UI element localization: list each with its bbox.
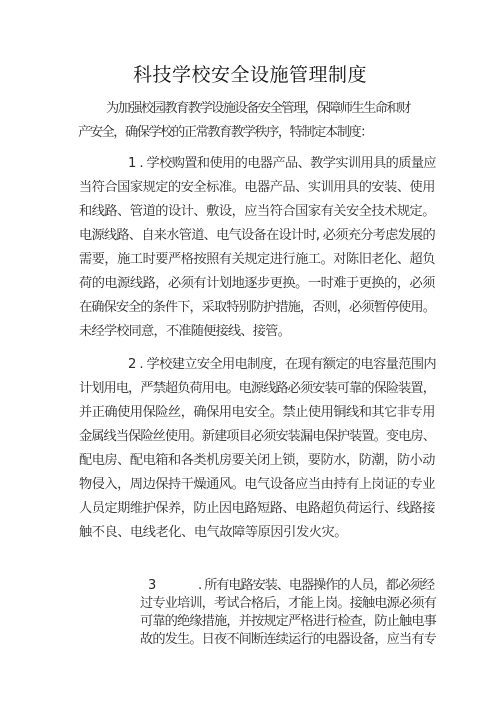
section3-line: 可靠的绝缘措施，并按规定严格进行检查，防止触电事 <box>140 614 436 629</box>
section2-line: 物侵入，周边保持干燥通风。电气设备应当由持有上岗证的专业 <box>79 477 435 492</box>
section1-line: 和线路、管道的设计、敷设，应当符合国家有关安全技术规定。 <box>79 204 435 219</box>
section2-line: 金属线当保险丝使用。新建项目必须安装漏电保护装置。变电房、 <box>79 429 435 444</box>
section3-number: 3 <box>148 578 157 593</box>
intro-line: 产安全，确保学校的正常教育教学秩序，特制定本制度： <box>78 125 372 140</box>
section3-line: . 所有电路安装、电器操作的人员，都必须经 <box>198 578 434 593</box>
section3-line: 故的发生。日夜不间断连续运行的电器设备，应当有专 <box>140 632 436 647</box>
section2-line: 计划用电，严禁超负荷用电。电源线路必须安装可靠的保险装置， <box>79 381 435 396</box>
section2-line: 2 . 学校建立安全用电制度，在现有额定的电容量范围内 <box>128 357 436 372</box>
intro-line: 为加强校园教育教学设施设备安全管理，保障师生生命和财 <box>106 101 410 116</box>
section2-line: 配电房、配电箱和各类机房要关闭上锁，要防水，防潮，防小动 <box>79 453 435 468</box>
section2-line: 并正确使用保险丝，确保用电安全。禁止使用铜线和其它非专用 <box>79 405 435 420</box>
section1-line: 需要，施工时要严格按照有关规定进行施工。对陈旧老化、超负 <box>79 252 435 267</box>
section2-line: 人员定期维护保养，防止因电路短路、电路超负荷运行、线路接 <box>79 501 435 516</box>
section1-line: 1 . 学校购置和使用的电器产品、教学实训用具的质量应 <box>128 156 436 171</box>
section3-line: 过专业培训，考试合格后，才能上岗。接触电源必须有 <box>140 596 436 611</box>
section1-line: 在确保安全的条件下，采取特别防护措施，否则，必须暂停使用。 <box>79 300 435 315</box>
section1-line: 未经学校同意，不准随便接线、接管。 <box>79 324 290 339</box>
section1-line: 电源线路、自来水管道、电气设备在设计时, 必须充分考虑发展的 <box>79 228 435 243</box>
document-title: 科技学校安全设施管理制度 <box>132 64 367 86</box>
section2-line: 触不良、电线老化、电气故障等原因引发火灾。 <box>79 525 347 540</box>
section1-line: 当符合国家规定的安全标准。电器产品、实训用具的安装、使用 <box>79 180 435 195</box>
section1-line: 荷的电源线路，必须有计划地逐步更换。一时难于更换的，必须 <box>79 276 435 291</box>
